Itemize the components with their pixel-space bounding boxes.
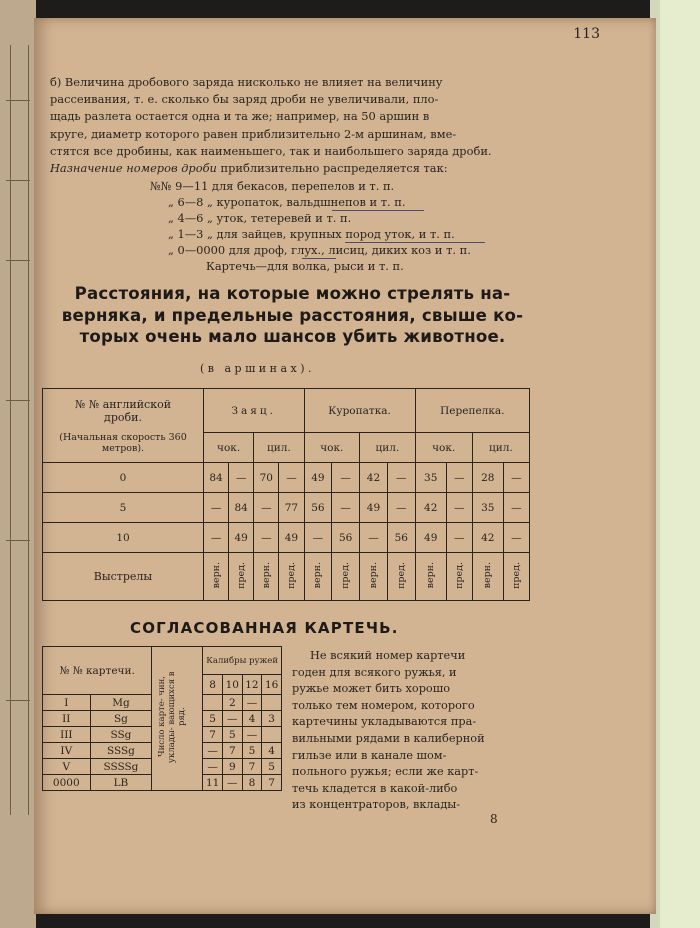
text-line: годен для всякого ружья, и [292,665,457,679]
shot-type-text: верн. [367,561,379,589]
text-line: польного ружья; если же карт- [292,765,479,779]
table-cell: — [332,493,360,523]
pencil-underline [345,242,485,243]
gauge-cell: 4 [242,711,262,727]
pencil-underline [332,210,424,211]
left-page-rule [6,180,30,181]
paragraph-b [50,74,530,177]
gauge-cell: 7 [242,759,262,775]
gauge-cell: 8 [242,775,262,791]
shot-list [150,178,471,274]
table-cell: — [279,463,304,493]
buckshot-code: SSSSg [90,759,152,775]
shot-type [254,553,279,601]
gauge-cell: 3 [262,711,282,727]
shot-type-text: верн. [210,561,222,589]
shot-list-row: „ 0—0000 для дроф, глух., лисиц, диких коз и т. п. [168,243,471,257]
shot-header [43,389,204,463]
buckshot-number: IV [43,743,91,759]
buckshot-number: V [43,759,91,775]
table-cell: 77 [279,493,304,523]
shot-type [446,553,472,601]
animal-header: Заяц. [204,389,305,433]
book-cover-edge [650,0,700,928]
gauge-cell: — [222,775,242,791]
table-cell: 42 [360,463,388,493]
table-cell: 42 [472,523,503,553]
gauge-cell [262,727,282,743]
gauge-cell: — [222,711,242,727]
gauge-header: 10 [222,675,242,695]
gauge-cell: 5 [262,759,282,775]
buckshot-code: SSg [90,727,152,743]
gauge-cell: 5 [203,711,223,727]
table-cell: — [229,463,254,493]
gauge-cell: 7 [222,743,242,759]
shot-type [204,553,229,601]
table-cell: — [360,523,388,553]
count-label: Число карте- чин, уклады- вающихся в ряд. [157,671,188,763]
table-cell: 49 [415,523,446,553]
choke-label: чок. [304,433,360,463]
buckshot-table [42,646,282,791]
shot-type [332,553,360,601]
buckshot-number: 0000 [43,775,91,791]
choke-label: цил. [360,433,416,463]
shot-type-text: пред. [510,561,522,589]
shot-type-text: пред. [340,561,352,589]
table-cell: 35 [415,463,446,493]
distances-heading [50,283,535,348]
shot-number: 5 [43,493,204,523]
table-cell: — [332,463,360,493]
shot-list-row: №№ 9—11 для бекасов, перепелов и т. п. [150,179,395,193]
page-number: 113 [573,26,600,42]
choke-label: цил. [472,433,529,463]
table-cell: — [254,493,279,523]
text-line: течь кладется в какой-либо [292,781,458,795]
heading-line: верняка, и предельные расстояния, свыше ко- [61,305,524,325]
shot-type-text: пред. [235,561,247,589]
gauge-cell: — [203,759,223,775]
gauge-cell: 7 [262,775,282,791]
left-page-rule [6,700,30,701]
table-cell: 49 [229,523,254,553]
gauges-label: Калибры ружей [203,647,282,675]
left-page-rule [6,260,30,261]
shot-type-text: верн. [312,561,324,589]
text-line: только тем номером, которого [292,698,475,712]
table-cell: — [204,523,229,553]
animal-header: Куропатка. [304,389,415,433]
buckshot-title: СОГЛАСОВАННАЯ КАРТЕЧЬ. [130,619,399,637]
shot-list-row: Картечь—для волка, рыси и т. п. [206,259,404,273]
shot-type-text: верн. [260,561,272,589]
text-line: из концентраторов, вклады- [292,798,461,812]
table-cell: 49 [304,463,332,493]
table-cell: 56 [387,523,415,553]
gauge-cell: 7 [203,727,223,743]
table-cell: — [254,523,279,553]
shot-number: 0 [43,463,204,493]
gauge-cell: 4 [262,743,282,759]
table-cell: 84 [229,493,254,523]
shot-type-text: пред. [395,561,407,589]
left-page-rule [6,540,30,541]
table-cell: — [446,523,472,553]
left-page-edge [0,0,36,928]
choke-label: чок. [415,433,472,463]
shots-label: Выстрелы [43,553,204,601]
table-cell: — [387,493,415,523]
gauge-cell: 9 [222,759,242,775]
shot-type-text: верн. [425,561,437,589]
shot-type [279,553,304,601]
gauge-cell [262,695,282,711]
table-cell: 28 [472,463,503,493]
table-cell: 56 [304,493,332,523]
text-line: вильными рядами в калиберной [292,731,485,745]
assignment-intro-italic: Назначение номеров дроби [50,161,217,176]
shot-list-row: „ 1—3 „ для зайцев, крупных пород уток, и т. п. [168,227,455,241]
left-page-rule [6,400,30,401]
gauge-header: 12 [242,675,262,695]
buckshot-text [292,648,532,814]
paragraph-line: стятся все дробины, как наименьшего, так и наибольшего заряда дроби. [50,143,492,158]
shot-type-text: пред. [285,561,297,589]
table-cell: 42 [415,493,446,523]
buckshot-number: II [43,711,91,727]
buckshot-code: Mg [90,695,152,711]
shot-type [472,553,503,601]
table-cell: — [446,493,472,523]
gauge-cell: — [242,727,262,743]
left-page-rule [6,100,30,101]
signature-mark: 8 [490,812,498,826]
buckshot-number: I [43,695,91,711]
choke-label: цил. [254,433,304,463]
buckshot-code: SSSg [90,743,152,759]
paragraph-line: б) Величина дробового заряда нисколько не влияет на величину [50,75,443,89]
table-cell: — [304,523,332,553]
animal-header: Перепелка. [415,389,529,433]
pencil-underline [302,258,336,259]
shot-label: № № английской дроби. [74,397,172,424]
choke-label: чок. [204,433,254,463]
gauge-header: 8 [203,675,223,695]
paragraph-line: круге, диаметр которого равен приблизительно 2-м аршинам, вме- [50,126,457,141]
shot-type-text: пред. [453,561,465,589]
paragraph-line: щадь разлета остается одна и та же; например, на 50 аршин в [50,109,430,124]
buckshot-number: III [43,727,91,743]
shot-type [304,553,332,601]
table-cell: — [204,493,229,523]
table-cell: 84 [204,463,229,493]
count-label-cell [152,647,203,791]
text-line: Не всякий номер картечи [310,649,466,662]
shot-type [360,553,388,601]
gauge-cell: 5 [242,743,262,759]
text-line: ружье может бить хорошо [292,682,451,696]
table-cell: — [503,523,529,553]
table-cell: 56 [332,523,360,553]
gauge-header: 16 [262,675,282,695]
table-cell: 70 [254,463,279,493]
distances-table [42,388,530,601]
shot-type [503,553,529,601]
buckshot-code: Sg [90,711,152,727]
assignment-intro [50,160,530,177]
table-cell: 49 [279,523,304,553]
paragraph-line: рассеивания, т. е. сколько бы заряд дроби не увеличивали, пло- [50,92,439,107]
text-line: гильзе или в канале шом- [292,748,447,762]
shot-type [415,553,446,601]
text-line: картечины укладываются пра- [292,715,477,729]
shot-list-row: „ 6—8 „ куропаток, вальдшнепов и т. п. [168,195,406,209]
shot-list-row: „ 4—6 „ уток, тетеревей и т. п. [168,211,352,225]
gauge-cell: 11 [203,775,223,791]
table-cell: — [446,463,472,493]
speed-label: (Начальная скорость 360 метров). [59,431,187,454]
shot-type [387,553,415,601]
gauge-cell: — [203,743,223,759]
gauge-cell: — [242,695,262,711]
buckshot-number-label: № № картечи. [43,647,152,695]
heading-line: торых очень мало шансов убить животное. [79,327,506,346]
heading-line: Расстояния, на которые можно стрелять на- [74,284,511,303]
shot-type-text: верн. [482,561,494,589]
shot-number: 10 [43,523,204,553]
gauge-cell: 2 [222,695,242,711]
table-cell: 35 [472,493,503,523]
assignment-intro-rest: приблизительно распределяется так: [216,161,448,176]
buckshot-code: LB [90,775,152,791]
table-cell: 49 [360,493,388,523]
gauge-cell [203,695,223,711]
table-subtitle: (в аршинах). [200,362,316,375]
table-cell: — [503,493,529,523]
shot-type [229,553,254,601]
table-cell: — [387,463,415,493]
table-cell: — [503,463,529,493]
gauge-cell: 5 [222,727,242,743]
